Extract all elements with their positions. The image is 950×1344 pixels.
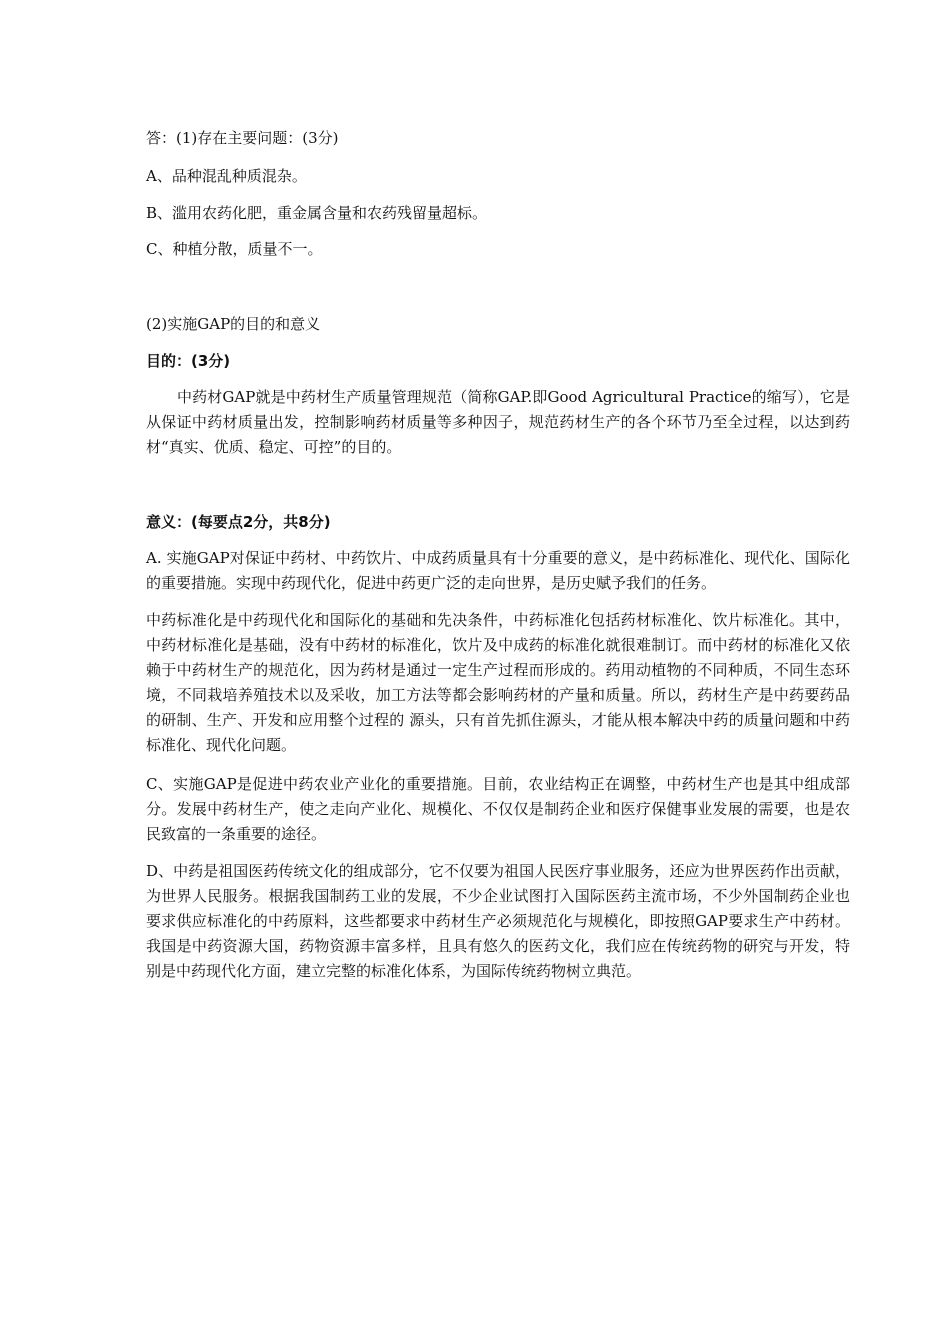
q1-heading: 答：(1)存在主要问题：(3分) (146, 129, 339, 147)
significance-paragraph-d: D、中药是祖国医药传统文化的组成部分，它不仅要为祖国人民医疗事业服务，还应为世界医药作出贡献，为世界人民服务。根据我国制药工业的发展，不少企业试图打入国际医药主流市场，不少外国制药企业也要求供应标准化的中药原料，这些都要求中药材生产必须规范化与规模化，即按照GAP要求生产中药材。我国是中药资源大国，药物资源丰富多样，且具有悠久的医药文化，我们应在传统药物的研究与开发，特别是中药现代化方面，建立完整的标准化体系，为国际传统药物树立典范。 (146, 862, 850, 980)
q1-item-b: B、滥用农药化肥，重金属含量和农药残留量超标。 (146, 204, 488, 222)
significance-paragraph-b: 中药标准化是中药现代化和国际化的基础和先决条件，中药标准化包括药材标准化、饮片标准化。其中，中药材标准化是基础，没有中药材的标准化，饮片及中成药的标准化就很难制订。而中药材的标准化又依赖于中药材生产的规范化，因为药材是通过一定生产过程而形成的。药用动植物的不同种质，不同生态环境，不同栽培养殖技术以及采收，加工方法等都会影响药材的产量和质量。所以，药材生产是中药要药品的研制、生产、开发和应用整个过程的 源头，只有首先抓住源头，才能从根本解决中药的质量问题和中药标准化、现代化问题。 (146, 611, 850, 754)
significance-heading: 意义：(每要点2分，共8分) (146, 513, 331, 531)
purpose-paragraph: 中药材GAP就是中药材生产质量管理规范（简称GAP.即Good Agricultural Practice的缩写），它是从保证中药材质量出发，控制影响药材质量等多种因子，规范药材生产的各个环节乃至全过程，以达到药材“真实、优质、稳定、可控”的目的。 (146, 388, 850, 456)
q1-item-c: C、种植分散，质量不一。 (146, 240, 323, 258)
significance-paragraph-a: A. 实施GAP对保证中药材、中药饮片、中成药质量具有十分重要的意义，是中药标准化、现代化、国际化的重要措施。实现中药现代化，促进中药更广泛的走向世界，是历史赋予我们的任务。 (146, 549, 850, 592)
q2-heading: (2)实施GAP的目的和意义 (146, 315, 321, 333)
significance-paragraph-c: C、实施GAP是促进中药农业产业化的重要措施。目前，农业结构正在调整，中药材生产也是其中组成部分。发展中药材生产，使之走向产业化、规模化、不仅仅是制药企业和医疗保健事业发展的需要，也是农民致富的一条重要的途径。 (146, 775, 850, 843)
q1-item-a: A、品种混乱种质混杂。 (146, 167, 307, 185)
purpose-heading: 目的：(3分) (146, 352, 231, 370)
